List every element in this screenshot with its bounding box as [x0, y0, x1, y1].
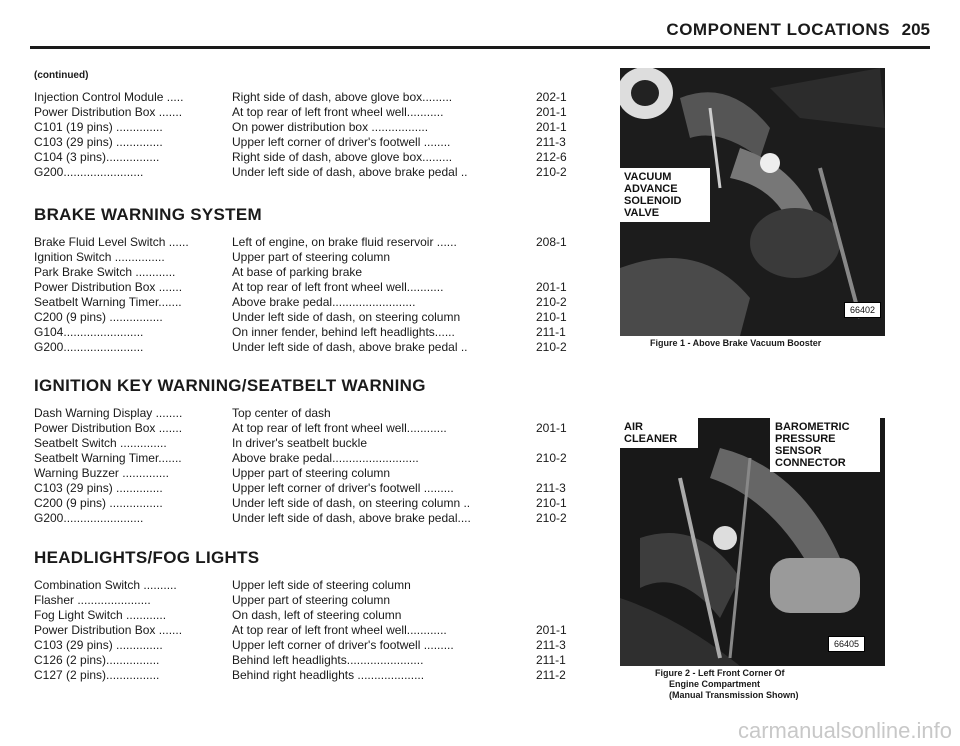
- location-cell: Behind right headlights ....................: [232, 668, 425, 682]
- reference-cell: 211-2: [536, 668, 566, 682]
- table-row: [34, 150, 594, 165]
- reference-cell: 211-3: [536, 481, 566, 495]
- component-cell: C103 (29 pins) ..............: [34, 638, 163, 652]
- reference-cell: 201-1: [536, 421, 567, 435]
- component-cell: C127 (2 pins)................: [34, 668, 160, 682]
- reference-cell: 201-1: [536, 120, 567, 134]
- figure-1-number: 66402: [844, 302, 881, 318]
- section-headlights-fog: [34, 548, 594, 683]
- component-cell: Warning Buzzer ..............: [34, 466, 169, 480]
- reference-cell: [532, 608, 586, 623]
- component-cell: C103 (29 pins) ..............: [34, 481, 163, 495]
- table-row: [34, 165, 594, 180]
- component-cell: C126 (2 pins)................: [34, 653, 160, 667]
- component-cell: Power Distribution Box .......: [34, 280, 183, 294]
- page-number: 205: [901, 20, 930, 39]
- component-cell: Flasher ......................: [34, 593, 151, 607]
- location-cell: Under left side of dash, above brake pedal....: [232, 511, 471, 525]
- section-ignition-seatbelt: [34, 376, 594, 526]
- component-cell: C200 (9 pins) ................: [34, 496, 163, 510]
- table-row: [34, 421, 594, 436]
- figure-2-number: 66405: [828, 636, 865, 652]
- reference-cell: [532, 436, 586, 451]
- reference-cell: 211-3: [536, 638, 566, 652]
- reference-cell: 202-1: [536, 90, 567, 104]
- location-cell: Upper left corner of driver's footwell ........: [232, 135, 451, 149]
- location-cell: At top rear of left front wheel well............: [232, 421, 447, 435]
- reference-cell: 201-1: [536, 105, 567, 119]
- component-cell: C103 (29 pins) ..............: [34, 135, 163, 149]
- location-cell: At top rear of left front wheel well............: [232, 623, 447, 637]
- watermark-text: carmanualsonline.info: [737, 718, 952, 743]
- component-cell: Seatbelt Switch ..............: [34, 436, 167, 450]
- component-cell: Seatbelt Warning Timer.......: [34, 295, 182, 309]
- table-rows: [34, 235, 594, 355]
- reference-cell: 211-3: [536, 135, 566, 149]
- reference-cell: 201-1: [536, 623, 567, 637]
- component-cell: Power Distribution Box .......: [34, 421, 183, 435]
- figure-2-photo: [620, 418, 885, 666]
- table-rows: [34, 90, 594, 180]
- reference-cell: 212-6: [536, 150, 567, 164]
- location-cell: Behind left headlights.......................: [232, 653, 424, 667]
- reference-cell: 208-1: [536, 235, 567, 249]
- location-cell: Upper left corner of driver's footwell .........: [232, 481, 454, 495]
- table-row: [34, 593, 594, 608]
- table-row: [34, 105, 594, 120]
- location-cell: Right side of dash, above glove box.........: [232, 150, 453, 164]
- reference-cell: [532, 578, 586, 593]
- location-cell: Above brake pedal..........................: [232, 451, 419, 465]
- reference-cell: 210-1: [536, 310, 567, 324]
- component-cell: Fog Light Switch ............: [34, 608, 167, 622]
- component-cell: C101 (19 pins) ..............: [34, 120, 163, 134]
- component-cell: Dash Warning Display ........: [34, 406, 183, 420]
- reference-cell: 210-2: [536, 511, 567, 525]
- reference-cell: 210-2: [536, 451, 567, 465]
- location-cell: On power distribution box .................: [232, 120, 429, 134]
- figure-1-caption: Figure 1 - Above Brake Vacuum Booster: [650, 338, 822, 348]
- reference-cell: 210-2: [536, 340, 567, 354]
- table-row: [34, 668, 594, 683]
- figure-2-label-right: BAROMETRIC PRESSURE SENSOR CONNECTOR: [770, 418, 880, 472]
- table-row: [34, 295, 594, 310]
- table-row: [34, 496, 594, 511]
- component-cell: Power Distribution Box .......: [34, 623, 183, 637]
- component-cell: G200........................: [34, 511, 144, 525]
- table-row: [34, 120, 594, 135]
- component-cell: G104........................: [34, 325, 144, 339]
- table-rows: [34, 406, 594, 526]
- table-row: [34, 578, 594, 593]
- table-row: [34, 406, 594, 421]
- location-cell: Right side of dash, above glove box.........: [232, 90, 453, 104]
- location-cell: Upper part of steering column: [232, 593, 391, 607]
- location-cell: On dash, left of steering column: [232, 608, 402, 622]
- table-row: [34, 511, 594, 526]
- page-title: COMPONENT LOCATIONS: [666, 20, 890, 39]
- table-rows: [34, 578, 594, 683]
- component-cell: Combination Switch ..........: [34, 578, 177, 592]
- table-row: [34, 250, 594, 265]
- table-row: [34, 135, 594, 150]
- table-row: [34, 623, 594, 638]
- table-row: [34, 608, 594, 623]
- component-cell: G200........................: [34, 340, 144, 354]
- component-cell: G200........................: [34, 165, 144, 179]
- header-rule: [30, 46, 930, 49]
- location-cell: In driver's seatbelt buckle: [232, 436, 368, 450]
- table-row: [34, 436, 594, 451]
- location-cell: Under left side of dash, above brake pedal ..: [232, 165, 468, 179]
- reference-cell: 210-2: [536, 295, 567, 309]
- figure-1-photo: [620, 68, 885, 336]
- location-cell: Upper left side of steering column: [232, 578, 411, 592]
- location-cell: At top rear of left front wheel well...........: [232, 280, 444, 294]
- section-title: BRAKE WARNING SYSTEM: [34, 205, 262, 224]
- reference-cell: 210-1: [536, 496, 567, 510]
- location-cell: At top rear of left front wheel well...........: [232, 105, 444, 119]
- table-row: [34, 653, 594, 668]
- table-row: [34, 280, 594, 295]
- location-cell: Under left side of dash, on steering column ..: [232, 496, 471, 510]
- location-cell: Upper part of steering column: [232, 466, 391, 480]
- figure-1-label: VACUUM ADVANCE SOLENOID VALVE: [620, 168, 710, 222]
- component-cell: Injection Control Module .....: [34, 90, 184, 104]
- table-row: [34, 466, 594, 481]
- reference-cell: [532, 593, 586, 608]
- location-cell: Top center of dash: [232, 406, 331, 420]
- table-row: [34, 310, 594, 325]
- location-cell: On inner fender, behind left headlights......: [232, 325, 455, 339]
- reference-cell: [532, 406, 586, 421]
- component-cell: Ignition Switch ...............: [34, 250, 165, 264]
- reference-cell: [532, 250, 586, 265]
- table-row: [34, 451, 594, 466]
- reference-cell: [532, 265, 586, 280]
- table-row: [34, 638, 594, 653]
- table-row: [34, 481, 594, 496]
- component-cell: Brake Fluid Level Switch ......: [34, 235, 189, 249]
- reference-cell: 211-1: [536, 325, 566, 339]
- section-title: IGNITION KEY WARNING/SEATBELT WARNING: [34, 376, 426, 395]
- reference-cell: [532, 466, 586, 481]
- location-cell: Upper left corner of driver's footwell .........: [232, 638, 454, 652]
- component-cell: Power Distribution Box .......: [34, 105, 183, 119]
- location-cell: Left of engine, on brake fluid reservoir ......: [232, 235, 457, 249]
- location-cell: Above brake pedal.........................: [232, 295, 416, 309]
- component-cell: Seatbelt Warning Timer.......: [34, 451, 182, 465]
- table-row: [34, 265, 594, 280]
- location-cell: Under left side of dash, above brake pedal ..: [232, 340, 468, 354]
- table-row: [34, 90, 594, 105]
- location-cell: At base of parking brake: [232, 265, 363, 279]
- component-cell: C200 (9 pins) ................: [34, 310, 163, 324]
- table-row: [34, 235, 594, 250]
- continued-label: (continued): [34, 70, 89, 81]
- location-cell: Under left side of dash, on steering column: [232, 310, 461, 324]
- location-cell: Upper part of steering column: [232, 250, 391, 264]
- section-title: HEADLIGHTS/FOG LIGHTS: [34, 548, 260, 567]
- table-row: [34, 340, 594, 355]
- reference-cell: 211-1: [536, 653, 566, 667]
- reference-cell: 210-2: [536, 165, 567, 179]
- section-continued: [34, 90, 594, 180]
- section-brake-warning: [34, 205, 594, 355]
- figure-2-label-left: AIR CLEANER: [620, 418, 698, 448]
- component-cell: C104 (3 pins)................: [34, 150, 160, 164]
- table-row: [34, 325, 594, 340]
- figure-2-caption: Figure 2 - Left Front Corner Of Engine Compartment (Manual Transmission Shown): [655, 668, 799, 700]
- component-cell: Park Brake Switch ............: [34, 265, 176, 279]
- reference-cell: 201-1: [536, 280, 567, 294]
